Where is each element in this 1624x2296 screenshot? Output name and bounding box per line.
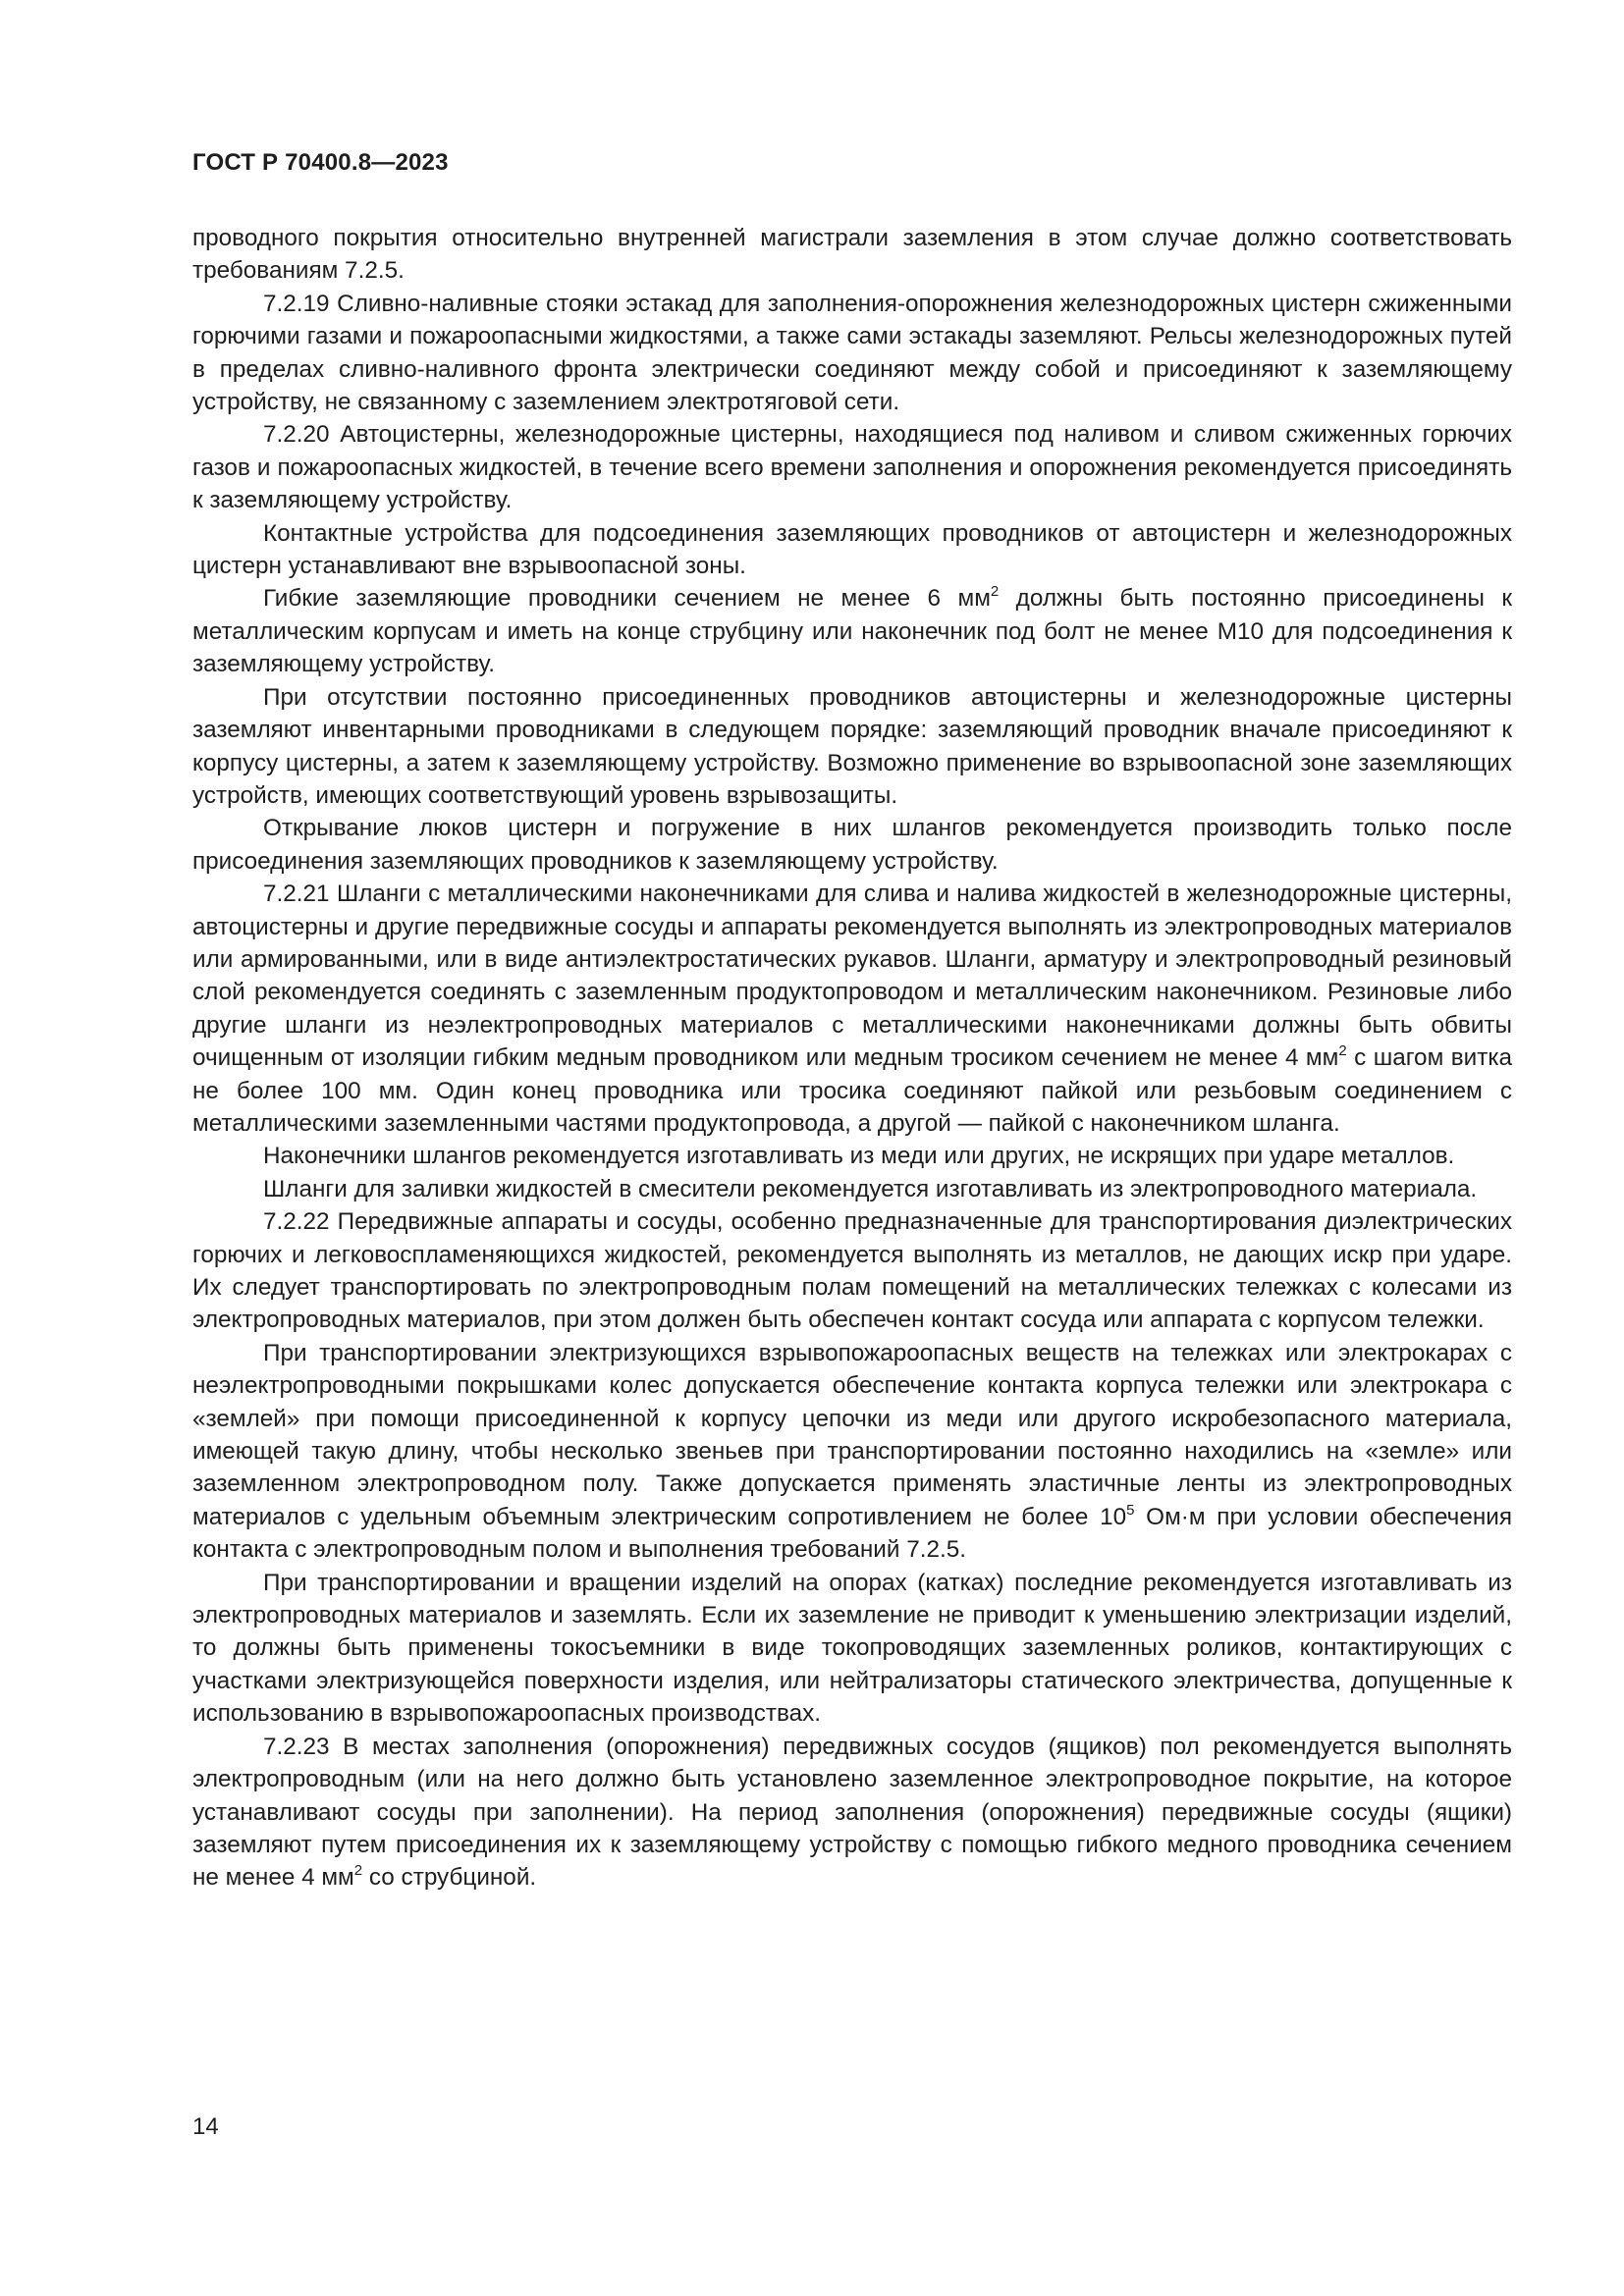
document-header: ГОСТ Р 70400.8—2023 bbox=[192, 149, 449, 176]
superscript: 2 bbox=[1338, 1042, 1347, 1060]
paragraph-text: Ом·м при условии обеспечения контакта с электропроводным полом и выполнения требований 7.2.5. bbox=[192, 1503, 1513, 1564]
page-number: 14 bbox=[192, 2113, 219, 2140]
paragraph: При транспортировании и вращении изделий на опорах (катках) последние рекомендуется изготавливать из электропроводных материалов и заземлять. Если их заземление не приводит к уменьшению электризации изделий, то должны быть применены токосъемники в виде токопроводящих заземленных роликов, контактирующих с участками электризующейся поверхности изделия, или нейтрализаторы статического электричества, допущенные к использованию в взрывопожароопасных производствах. bbox=[192, 1569, 1512, 1728]
superscript: 5 bbox=[1126, 1501, 1135, 1519]
paragraph-text: 7.2.23 В местах заполнения (опорожнения) передвижных сосудов (ящиков) пол рекомендуется выполнять электропроводным (или на него должно быть установлено заземленное электропроводное покрытие, на которое устанавливают сосуды при заполнении). На период заполнения (опорожнения) передвижные сосуды (ящики) заземляют путем присоединения их к заземляющему устройству с помощью гибкого медного проводника сечением не менее 4 мм bbox=[192, 1733, 1512, 1892]
paragraph: проводного покрытия относительно внутренней магистрали заземления в этом случае должно соответствовать требованиям 7.2.5. bbox=[192, 225, 1512, 285]
paragraph-text: со струбциной. bbox=[362, 1864, 537, 1892]
paragraph bbox=[192, 1337, 1512, 1567]
paragraph: 7.2.19 Сливно-наливные стояки эстакад для заполнения-опорожнения железнодорожных цистерн сжиженными горючими газами и пожароопасными жидкостями, а также сами эстакады заземляют. Рельсы железнодорожных путей в пределах сливно-наливного фронта электрически соединяют между собой и присоединяют к заземляющему устройству, не связанному с заземлением электротяговой сети. bbox=[192, 290, 1512, 416]
paragraph-text: должны быть постоянно присоединены к металлическим корпусам и иметь на конце струбцину или наконечник под болт не менее М10 для подсоединения к заземляющему устройству. bbox=[192, 585, 1512, 678]
superscript: 2 bbox=[990, 583, 1000, 601]
paragraph-text: с шагом витка не более 100 мм. Один конец проводника или тросика соединяют пайкой или резьбовым соединением с металлическими заземленными частями продуктопровода, а другой — пайкой с наконечником шланга. bbox=[192, 1044, 1512, 1137]
superscript: 2 bbox=[353, 1862, 363, 1880]
paragraph: Контактные устройства для подсоединения заземляющих проводников от автоцистерн и железнодорожных цистерн устанавливают вне взрывоопасной зоны. bbox=[192, 519, 1512, 580]
paragraph: Открывание люков цистерн и погружение в них шлангов рекомендуется производить только после присоединения заземляющих проводников к заземляющему устройству. bbox=[192, 815, 1512, 875]
paragraph bbox=[192, 1731, 1512, 1895]
paragraph-text: Гибкие заземляющие проводники сечением не менее 6 мм bbox=[263, 585, 991, 613]
paragraph bbox=[192, 582, 1512, 680]
paragraph: 7.2.22 Передвижные аппараты и сосуды, особенно предназначенные для транспортирования диэлектрических горючих и легковоспламеняющихся жидкостей, рекомендуется выполнять из металлов, не дающих искр при ударе. Их следует транспортировать по электропроводным полам помещений на металлических тележках с колесами из электропроводных материалов, при этом должен быть обеспечен контакт сосуда или аппарата с корпусом тележки. bbox=[192, 1208, 1512, 1334]
paragraph-text: При транспортировании электризующихся взрывопожароопасных веществ на тележках или электрокарах с неэлектропроводными покрышками колес допускается обеспечение контакта корпуса тележки или электрокара с «землей» при помощи присоединенной к корпусу цепочки из меди или другого искробезопасного материала, имеющей такую длину, чтобы несколько звеньев при транспортировании постоянно находились на «земле» или заземленном электропроводном полу. Также допускается применять эластичные ленты из электропроводных материалов с удельным объемным электрическим сопротивлением не более 10 bbox=[192, 1339, 1512, 1530]
paragraph: При отсутствии постоянно присоединенных проводников автоцистерны и железнодорожные цистерны заземляют инвентарными проводниками в следующем порядке: заземляющий проводник вначале присоединяют к корпусу цистерны, а затем к заземляющему устройству. Возможно применение во взрывоопасной зоне заземляющих устройств, имеющих соответствующий уровень взрывозащиты. bbox=[192, 683, 1512, 809]
paragraph bbox=[192, 878, 1512, 1140]
document-body bbox=[192, 222, 1512, 1895]
paragraph-text: 7.2.21 Шланги с металлическими наконечниками для слива и налива жидкостей в железнодорожные цистерны, автоцистерны и другие передвижные сосуды и аппараты рекомендуется выполнять из электропроводных материалов или армированными, или в виде антиэлектростатических рукавов. Шланги, арматуру и электропроводный резиновый слой рекомендуется соединять с заземленным продуктопроводом и металлическим наконечником. Резиновые либо другие шланги из неэлектропроводных материалов с металлическими наконечниками должны быть обвиты очищенным от изоляции гибким медным проводником или медным тросиком сечением не менее 4 мм bbox=[192, 881, 1512, 1072]
paragraph: Наконечники шлангов рекомендуется изготавливать из меди или других, не искрящих при ударе металлов. bbox=[263, 1143, 1455, 1170]
paragraph: Шланги для заливки жидкостей в смесители рекомендуется изготавливать из электропроводного материала. bbox=[263, 1175, 1478, 1202]
paragraph: 7.2.20 Автоцистерны, железнодорожные цистерны, находящиеся под наливом и сливом сжиженных горючих газов и пожароопасных жидкостей, в течение всего времени заполнения и опорожнения рекомендуется присоединять к заземляющему устройству. bbox=[192, 421, 1512, 514]
